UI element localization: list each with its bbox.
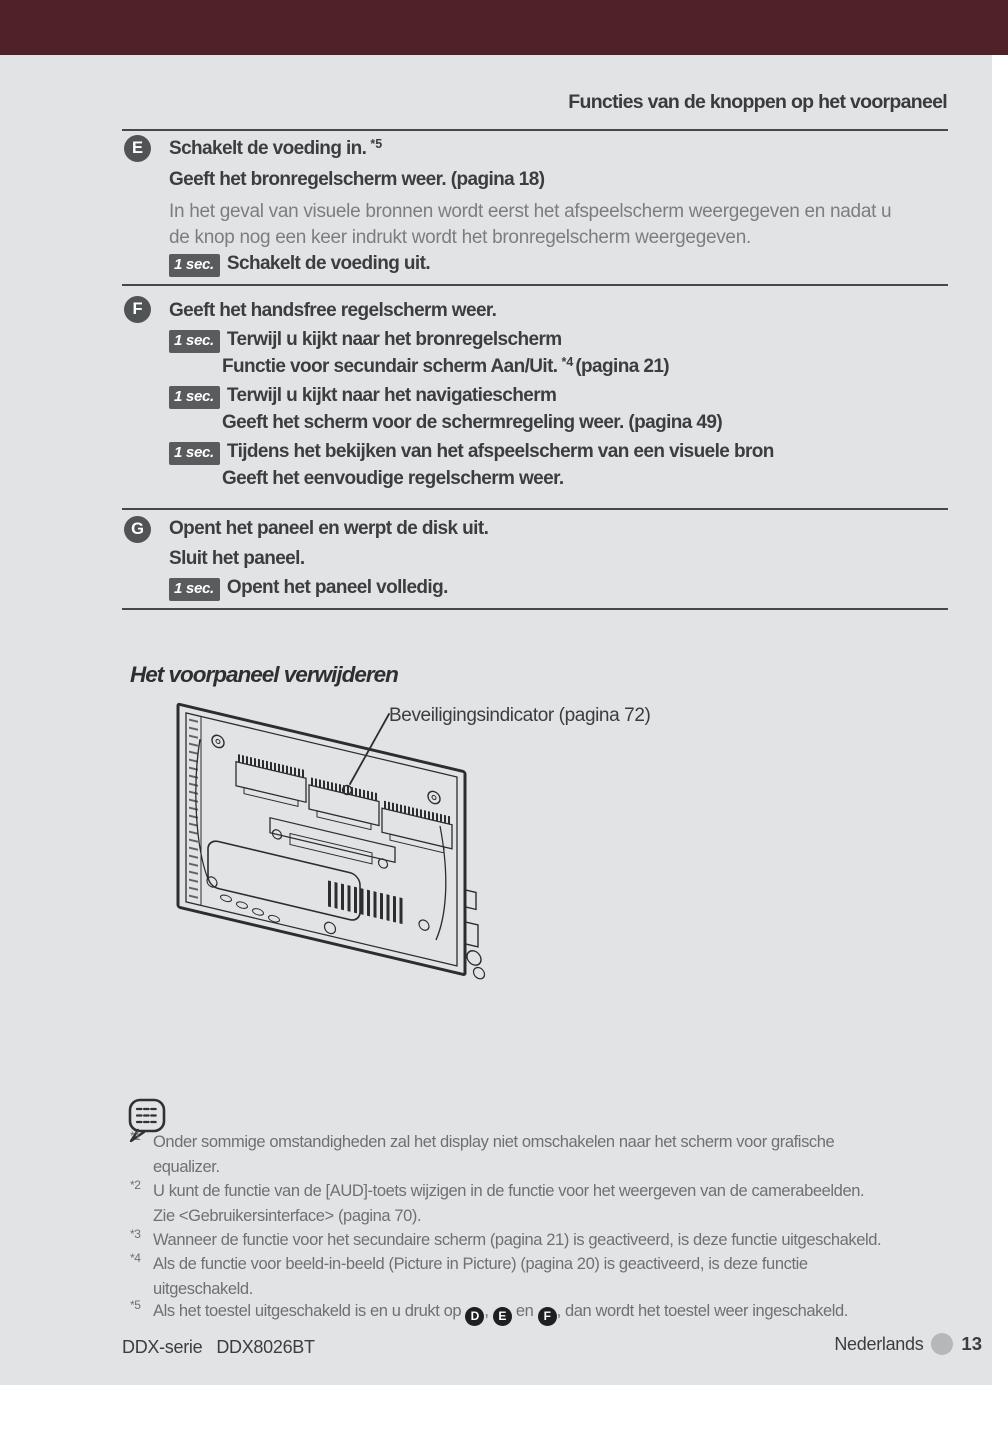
footer-model-number: DDX8026BT bbox=[216, 1337, 315, 1357]
hold-1sec-badge: 1 sec. bbox=[169, 330, 220, 353]
footnote-line-with-keys: Als het toestel uitgeschakeld is en u drukt op D , E en F , dan wordt het toestel weer ingeschakeld. bbox=[153, 1302, 848, 1326]
section-e-line1: Schakelt de voeding in. $^{*5}$ bbox=[169, 137, 383, 159]
section-f-item2-text: Terwijl u kijkt naar het navigatiescherm bbox=[226, 385, 557, 406]
key-badge-g bbox=[124, 516, 151, 543]
connector-block bbox=[309, 781, 379, 832]
section-e-hold-row bbox=[169, 253, 430, 277]
section-f-item1-row bbox=[169, 329, 562, 353]
hold-1sec-badge: 1 sec. bbox=[169, 386, 220, 409]
key-badge-e-inline: E bbox=[493, 1307, 512, 1326]
section-f-item1-text: Terwijl u kijkt naar het bronregelscherm bbox=[226, 329, 562, 350]
section-e-desc-line2: de knop nog een keer indrukt wordt het bronregelscherm weergegeven. bbox=[169, 227, 751, 248]
footer-model bbox=[122, 1337, 315, 1358]
footer-language: Nederlands bbox=[834, 1333, 924, 1354]
footnote-marker: *4 bbox=[130, 1251, 141, 1265]
section-f-item2-row bbox=[169, 385, 556, 409]
footnote-marker: *3 bbox=[130, 1227, 141, 1241]
key-letter: E bbox=[131, 139, 143, 157]
footnote-ref-4: *4 bbox=[561, 355, 574, 369]
section-g-hold-text: Opent het paneel volledig. bbox=[226, 577, 448, 598]
key-badge-f-inline: F bbox=[538, 1307, 557, 1326]
section-g-hold-row bbox=[169, 577, 448, 601]
removal-heading: Het voorpaneel verwijderen bbox=[130, 662, 398, 687]
key-badge-d-inline: D bbox=[465, 1307, 484, 1326]
page-number-dot bbox=[931, 1333, 953, 1355]
footer-page-info bbox=[834, 1333, 982, 1355]
key-letter: F bbox=[132, 300, 143, 318]
key-badge-f bbox=[124, 296, 151, 323]
section-g-line1: Opent het paneel en werpt de disk uit. bbox=[169, 518, 489, 539]
footnote-ref-5: *5 bbox=[370, 137, 383, 151]
section-f-item3-row bbox=[169, 441, 774, 465]
section-e-desc-line1: In het geval van visuele bronnen wordt eerst het afspeelscherm weergegeven en nadat u bbox=[169, 201, 892, 222]
key-letter: G bbox=[131, 520, 144, 538]
footnote-marker: *5 bbox=[130, 1298, 141, 1312]
page-number: 13 bbox=[961, 1333, 982, 1354]
footer-series: DDX-serie bbox=[122, 1337, 203, 1357]
footnote-marker: *2 bbox=[130, 1178, 141, 1192]
footnote-line: Wanneer de functie voor het secundaire scherm (pagina 21) is geactiveerd, is deze functie uitgeschakeld. bbox=[153, 1231, 882, 1249]
section-f-item2-sub: Geeft het scherm voor de schermregeling weer. (pagina 49) bbox=[222, 412, 723, 433]
top-banner bbox=[0, 0, 1008, 55]
footnote-line: Zie <Gebruikersinterface> (pagina 70). bbox=[153, 1207, 422, 1225]
section-f-item3-text: Tijdens het bekijken van het afspeelscherm van een visuele bron bbox=[226, 441, 774, 462]
section-f-item1-sub: Functie voor secundair scherm Aan/Uit. $^{*4}$ (pagina 21) bbox=[222, 355, 670, 377]
footnote-line: uitgeschakeld. bbox=[153, 1280, 253, 1298]
footnote-line: equalizer. bbox=[153, 1158, 220, 1176]
divider bbox=[122, 129, 948, 131]
divider bbox=[122, 608, 948, 610]
hold-1sec-badge: 1 sec. bbox=[169, 254, 220, 277]
divider bbox=[122, 284, 948, 286]
footnote-line: U kunt de functie van de [AUD]-toets wijzigen in de functie voor het weergeven van de camerabeelden. bbox=[153, 1182, 865, 1200]
page-title: Functies van de knoppen op het voorpaneel bbox=[568, 91, 947, 113]
hold-1sec-badge: 1 sec. bbox=[169, 442, 220, 465]
security-indicator-callout: Beveiligingsindicator (pagina 72) bbox=[389, 705, 651, 726]
footnote-marker: *1 bbox=[130, 1129, 141, 1143]
footnote-line: Als de functie voor beeld-in-beeld (Picture in Picture) (pagina 20) is geactiveerd, is deze functie bbox=[153, 1255, 808, 1273]
key-badge-e bbox=[124, 135, 151, 162]
footnote-line: Onder sommige omstandigheden zal het display niet omschakelen naar het scherm voor grafische bbox=[153, 1133, 835, 1151]
section-f-line1: Geeft het handsfree regelscherm weer. bbox=[169, 300, 497, 321]
page-body bbox=[0, 55, 992, 1385]
divider bbox=[122, 508, 948, 510]
section-f-item3-sub: Geeft het eenvoudige regelscherm weer. bbox=[222, 468, 564, 489]
section-e-line2: Geeft het bronregelscherm weer. (pagina 18) bbox=[169, 169, 545, 190]
front-panel-diagram bbox=[150, 695, 720, 1000]
section-e-hold-text: Schakelt de voeding uit. bbox=[226, 253, 430, 274]
section-g-line2: Sluit het paneel. bbox=[169, 548, 305, 569]
hold-1sec-badge: 1 sec. bbox=[169, 578, 220, 601]
connector-block bbox=[236, 758, 306, 809]
